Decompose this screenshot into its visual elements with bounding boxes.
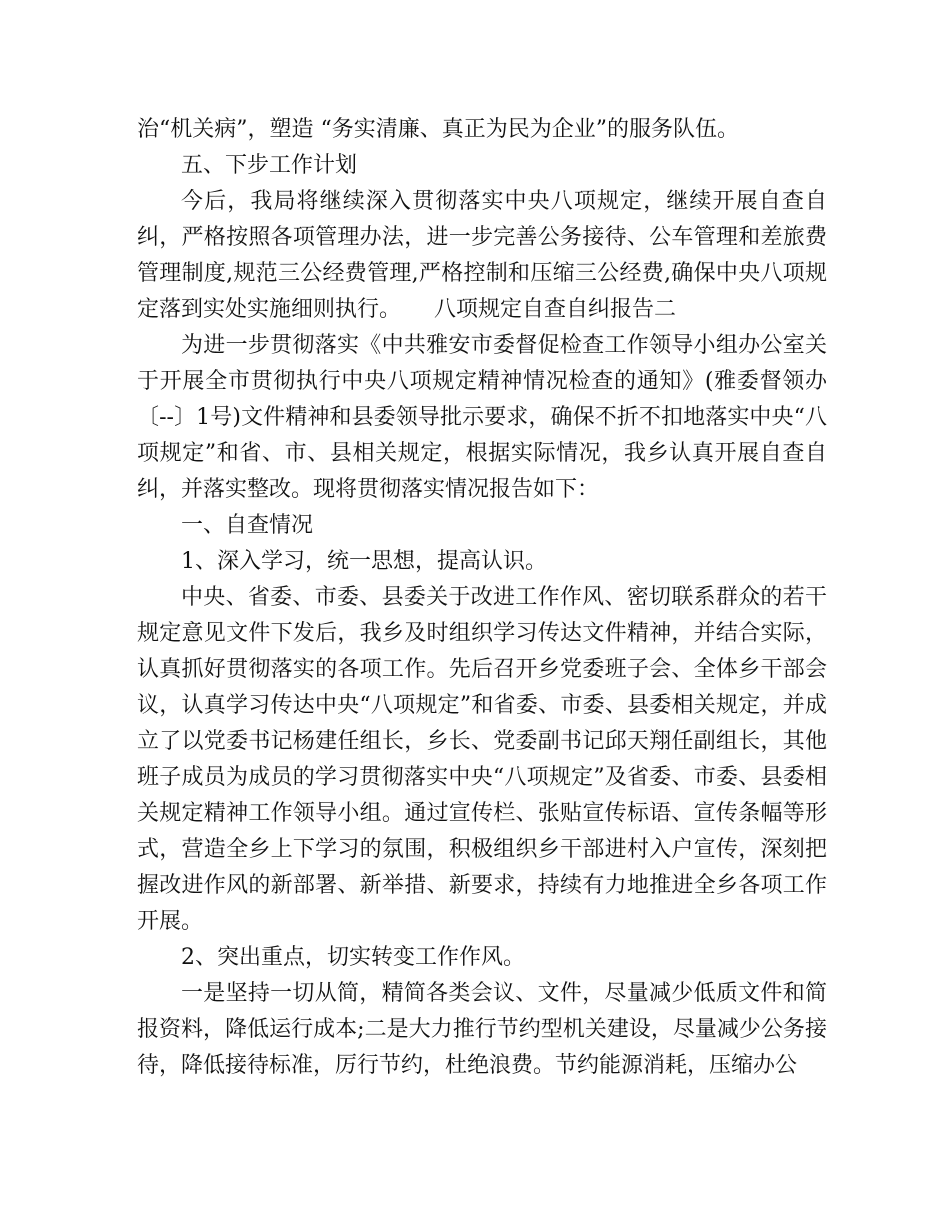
paragraph: 为进一步贯彻落实《中共雅安市委督促检查工作领导小组办公室关于开展全市贯彻执行中央八项规定精神情况检查的通知》(雅委督领办〔--〕1号)文件精神和县委领导批示要求，确保不折不扣地落实中央“八项规定”和省、市、县相关规定，根据实际情况，我乡认真开展自查自纠，并落实整改。现将贯彻落实情况报告如下： bbox=[137, 333, 827, 502]
section-heading: 五、下步工作计划 bbox=[181, 153, 358, 178]
section-heading: 一、自查情况 bbox=[181, 513, 314, 538]
subsection-heading: 1、深入学习，统一思想，提高认识。 bbox=[181, 549, 547, 574]
document-body bbox=[137, 112, 827, 1084]
paragraph: 一是坚持一切从简，精简各类会议、文件，尽量减少低质文件和简报资料，降低运行成本;二是大力推行节约型机关建设，尽量减少公务接待，降低接待标准，厉行节约，杜绝浪费。节约能源消耗，压缩办公 bbox=[137, 981, 827, 1078]
paragraph: 治“机关病”，塑造 “务实清廉、真正为民为企业”的服务队伍。 bbox=[137, 117, 739, 142]
subsection-heading: 2、突出重点，切实转变工作作风。 bbox=[181, 945, 525, 970]
paragraph: 今后，我局将继续深入贯彻落实中央八项规定，继续开展自查自纠，严格按照各项管理办法，进一步完善公务接待、公车管理和差旅费管理制度,规范三公经费管理,严格控制和压缩三公经费,确保中央八项规定落到实处实施细则执行。 八项规定自查自纠报告二 bbox=[137, 189, 827, 322]
paragraph: 中央、省委、市委、县委关于改进工作作风、密切联系群众的若干规定意见文件下发后，我乡及时组织学习传达文件精神，并结合实际，认真抓好贯彻落实的各项工作。先后召开乡党委班子会、全体乡干部会议，认真学习传达中央“八项规定”和省委、市委、县委相关规定，并成立了以党委书记杨建任组长，乡长、党委副书记邱天翔任副组长，其他班子成员为成员的学习贯彻落实中央“八项规定”及省委、市委、县委相关规定精神工作领导小组。通过宣传栏、张贴宣传标语、宣传条幅等形式，营造全乡上下学习的氛围，积极组织乡干部进村入户宣传，深刻把握改进作风的新部署、新举措、新要求，持续有力地推进全乡各项工作开展。 bbox=[137, 585, 827, 934]
